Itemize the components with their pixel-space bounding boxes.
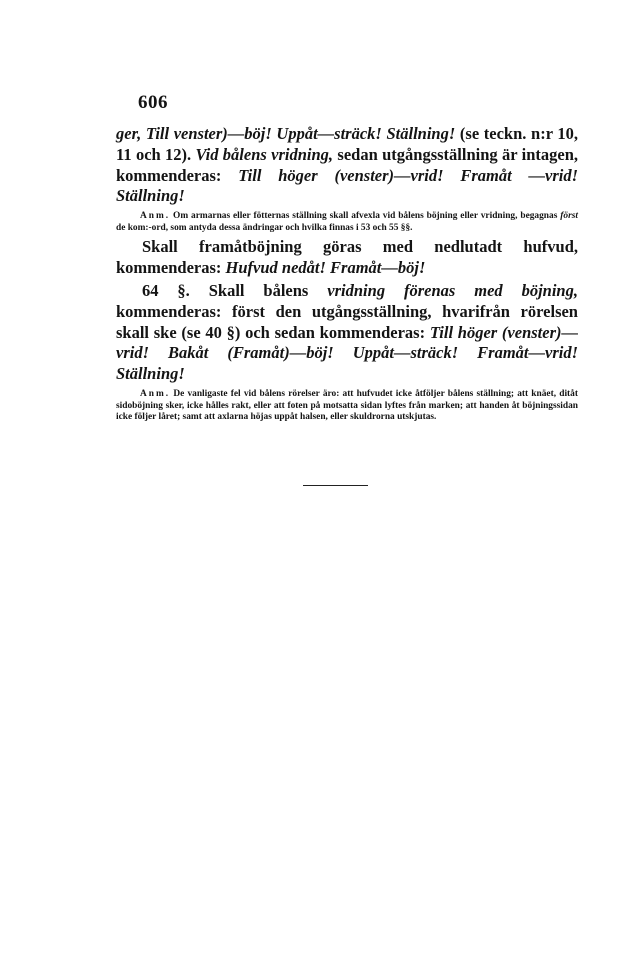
body-text: Skall framåtböjning göras med nedlutadt hufvud, kommenderas: bbox=[116, 237, 578, 278]
note-label: Anm. bbox=[140, 388, 171, 399]
command-text: Till höger (venster)—vrid! Bakåt (Framåt)—böj! Uppåt—sträck! Framåt—vrid! Ställning! bbox=[116, 322, 578, 384]
body-text: kommenderas: först den utgångsställning, hvarifrån rörelsen skall ske (se 40 §) och sedan kommenderas: bbox=[116, 301, 578, 342]
note-text: Om armarnas eller fötternas ställning skall afvexla vid bålens böjning eller vridning, begagnas bbox=[170, 211, 561, 222]
note-paragraph bbox=[116, 211, 578, 234]
body-text: (se teckn. n:r 10, 11 och 12). bbox=[116, 124, 578, 164]
command-heading: vridning förenas med böjning, bbox=[327, 280, 578, 300]
paragraph-continuation bbox=[116, 124, 578, 207]
note-text: de kom:-ord, som antyda dessa ändringar och hvilka finnas i 53 och 55 §§. bbox=[116, 222, 413, 233]
note-paragraph bbox=[116, 389, 578, 424]
command-text: Hufvud nedåt! Framåt—böj! bbox=[225, 258, 426, 278]
command-text: ger, Till venster)—böj! Uppåt—sträck! Ställning! bbox=[116, 124, 456, 143]
page-number: 606 bbox=[138, 92, 168, 113]
command-heading: Vid bålens vridning, bbox=[195, 144, 334, 164]
note-label: Anm. bbox=[140, 211, 171, 222]
note-emphasis: först bbox=[560, 211, 578, 222]
main-text-block bbox=[116, 124, 578, 424]
body-text: 64 §. Skall bålens bbox=[142, 280, 328, 300]
command-text: Till höger (venster)—vrid! Framåt —vrid! Ställning! bbox=[116, 165, 578, 206]
paragraph-forward-bend bbox=[116, 237, 578, 279]
body-text: sedan utgångsställning är intagen, kommenderas: bbox=[116, 144, 578, 185]
section-divider bbox=[303, 485, 368, 486]
note-text: De vanligaste fel vid bålens rörelser äro: att hufvudet icke åtföljer bålens ställning; att knäet, ditåt sidoböjning sker, icke hålles rakt, eller att foten på motsatta sidan lyftes från marken; att handen åt böjningssidan icke följer låret; samt att axlarna höjas uppåt halsen, eller skuldrorna utskjutas. bbox=[116, 388, 578, 423]
paragraph-section-64 bbox=[116, 281, 578, 385]
